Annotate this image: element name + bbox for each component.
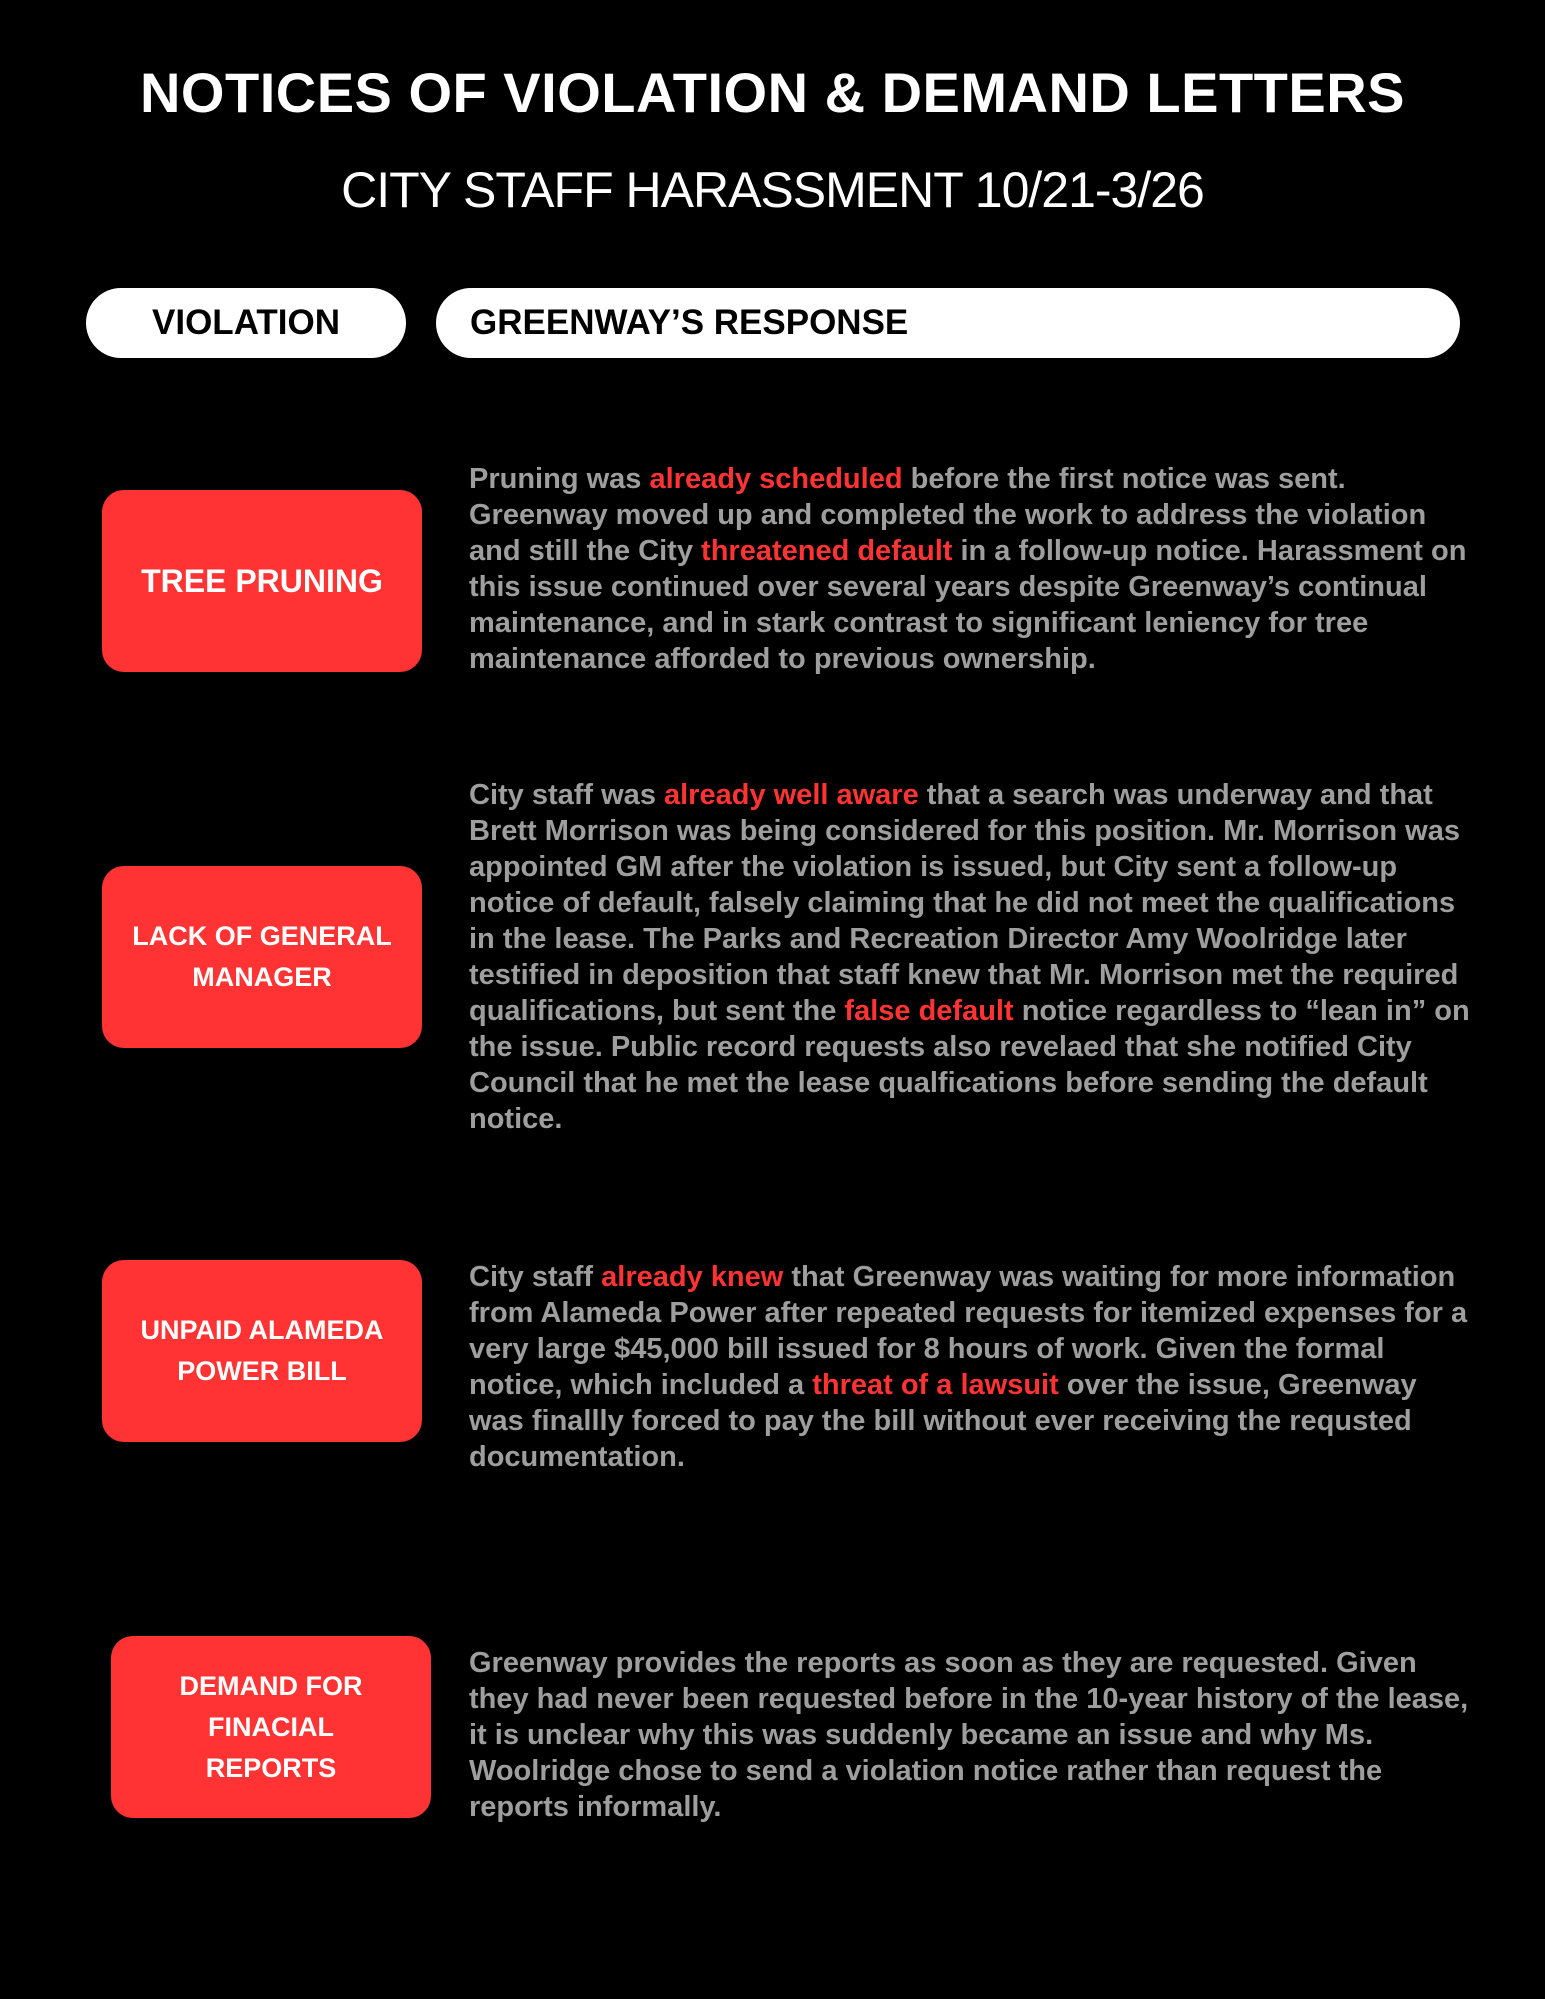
- violation-badge-financial-reports: [111, 1636, 431, 1818]
- response-text: in a follow-up notice. Harassment on this issue continued over several years despite Greenway’s continual maintenance, and in stark contrast to significant leniency for tree maintenance afforded to previous ownership.: [469, 535, 1467, 675]
- response-text: Pruning was: [469, 463, 650, 495]
- response-text: notice regardless to “lean in” on the issue. Public record requests also revelaed that she notified City Council that he met the lease qualfications before sending the default notice.: [469, 995, 1470, 1135]
- response-column-header: GREENWAY’S RESPONSE: [436, 288, 1460, 358]
- response-text-financial-reports: [469, 1645, 1474, 1825]
- violation-label-line: DEMAND FOR: [179, 1670, 363, 1701]
- violation-label-line: LACK OF GENERAL: [132, 921, 392, 951]
- violation-label: TREE PRUNING: [141, 562, 383, 599]
- page-subtitle: CITY STAFF HARASSMENT 10/21-3/26: [341, 162, 1204, 218]
- violation-column-header: VIOLATION: [86, 288, 406, 358]
- response-text: that a search was underway and that Brett Morrison was being considered for this position. Mr. Morrison was appointed GM after the violation is issued, but City sent a follow-up notice of default, falsely claiming that he did not meet the qualifications in the lease. The Parks and Recreation Director Amy Woolridge later testified in deposition that staff knew that Mr. Morrison met the required qualifications, but sent the: [469, 779, 1460, 1027]
- violation-badge-general-manager: [102, 866, 422, 1048]
- response-text-power-bill: [469, 1259, 1474, 1475]
- response-text: before the first notice was sent. Greenway moved up and completed the work to address the violation and still the City: [469, 463, 1427, 567]
- response-text: over the issue, Greenway was finallly forced to pay the bill without ever receiving the requsted documentation.: [469, 1369, 1417, 1473]
- response-text: that Greenway was waiting for more information from Alameda Power after repeated requests for itemized expenses for a very large $45,000 bill issued for 8 hours of work. Given the formal notice, which included a: [469, 1261, 1468, 1401]
- response-text-tree-pruning: [469, 461, 1474, 677]
- response-text-general-manager: [469, 777, 1474, 1137]
- violation-label-line: FINACIAL: [208, 1711, 334, 1742]
- highlight-text: threatened default: [701, 535, 953, 567]
- response-text: City staff was: [469, 779, 664, 811]
- response-text: Greenway provides the reports as soon as they are requested. Given they had never been requested before in the 10-year history of the lease, it is unclear why this was suddenly became an issue and why Ms. Woolridge chose to send a violation notice rather than request the reports informally.: [469, 1647, 1469, 1823]
- violation-label-line: POWER BILL: [177, 1356, 347, 1386]
- violation-label-line: MANAGER: [192, 962, 332, 992]
- highlight-text: already scheduled: [649, 463, 903, 495]
- highlight-text: already well aware: [664, 779, 919, 811]
- violation-label-line: REPORTS: [205, 1752, 337, 1783]
- highlight-text: already knew: [601, 1261, 784, 1293]
- violation-badge-tree-pruning: [102, 490, 422, 672]
- highlight-text: threat of a lawsuit: [812, 1369, 1059, 1401]
- violation-label-line: UNPAID ALAMEDA: [140, 1315, 384, 1345]
- highlight-text: false default: [844, 995, 1014, 1027]
- response-text: City staff: [469, 1261, 602, 1293]
- page-title: NOTICES OF VIOLATION & DEMAND LETTERS: [139, 61, 1406, 124]
- violation-badge-power-bill: [102, 1260, 422, 1442]
